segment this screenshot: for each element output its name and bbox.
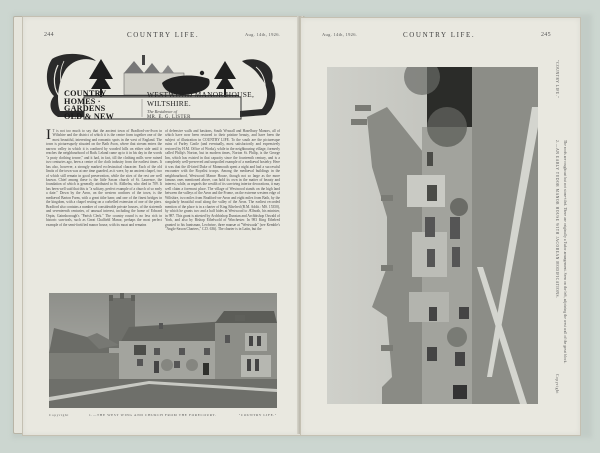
article-subtitle: The Residence of bbox=[147, 109, 177, 114]
rotated-caption bbox=[547, 60, 577, 400]
article-owner: MR. E. G. LISTER bbox=[147, 115, 191, 120]
caption-magazine: "COUNTRY LIFE." bbox=[238, 413, 277, 417]
article-title-line-1: WESTWOOD MANOR HOUSE, bbox=[147, 90, 255, 99]
caption-subtext: The roofs are roughcast but not stone-tiled. There are originally a Tudor arrangement. Seen on the left, adjoining the west wall of the great block. bbox=[563, 140, 567, 364]
caption-credit: Copyright bbox=[49, 413, 70, 417]
photo-manor-house-image bbox=[327, 67, 538, 404]
right-page-number: 245 bbox=[541, 32, 551, 38]
series-title-line: HOMES · bbox=[64, 96, 101, 106]
photo-2-caption bbox=[547, 60, 577, 400]
article-title-line-2: WILTSHIRE. bbox=[147, 99, 191, 108]
caption-text: 2.—AN EARLY TUDOR MANOR HOUSE WITH JACOBEAN MODIFICATIONS. bbox=[555, 140, 559, 299]
article-column-2: of defensive walls and bastions, South Wraxall and Hazelbury Manors, all of which have now been restored to their pristine beauty, and have been the subject of illustration in COUNTRY LIFE. To the south are the picturesque ruins of Farley Castle (and eventually, most satisfactorily and expensively restored by H.M. Office of Works), while in the neighbouring village, formerly called Philip's Norton, but in modern times, Norton St. Philip, is the George Inn, which has existed in that capacity since the fourteenth century, and is a completely well-preserved and unspoiled example of a mediæval hostelry. Here it was that the ill-fated Duke of Monmouth spent a night and had a successful encounter with the Royalist troops. Among the mediæval buildings in the neighbourhood, Westwood Manor House, though not so large as the more famous ones mentioned above, can hold its own in the matter of beauty and interest, while, as regards the wealth of its surviving interior decorations, it may well claim a foremost place. The village of Westwood stands on the high land between the valleys of the Avon and the Frome, on the extreme western edge of Wiltshire, two miles from Bradford-on-Avon and eight miles from Bath, by the singularly beautiful road along the valley of the Avon. The earliest recorded mention of the place is in a charter of King Ethelred (B.M. Addit.: MS. 15350), by which he grants two and a half hides at Westwood to Ælfnoth, his minister, in 987. This grant is attested by Archbishop Dunstan and Archbishop Oswald of York, and also by Bishop Ethelwold of Winchester. In 983 King Ethelred granted to his huntsman, Leofwine, three mansæ at "Westwuda" (see Kemble's "Anglo-Saxon Charters," C.D. 636). The charter is in Latin, but the bbox=[165, 129, 280, 231]
right-running-date: Aug. 14th, 1926. bbox=[322, 32, 358, 37]
right-running-title: COUNTRY LIFE. bbox=[403, 31, 476, 39]
series-title-line: GARDENS bbox=[64, 104, 106, 114]
series-title-line: COUNTRY bbox=[64, 89, 107, 98]
column-1-text: T is not too much to say that the ancient town of Bradford-on-Avon in Wiltshire and the district of which it is the centre form together one of the most beautiful, interesting and romantic spots in the west of England. The town is picturesquely situated on the Bath Avon, where that stream enters the narrow valley in which it is confined by wooded hills on either side until it reaches the neighbourhood of Bath. Leland came up to it in his day in the words "a praty clothing towne," and it had, in fact, till the clothing mills were ruined two centuries ago, been a centre of the cloth industry from the earliest times. It has also, however, a strongly marked ecclesiastical character. Each of the old limits of the town was at one time guarded, as it were, by an ancient chapel, two of which still remain in good preservation, while the sites of the rest are well known. Chief among these is the little Saxon church of St. Laurence, the foundation of which is generally attributed to St. Aldhelm, who died in 709. It has been well said that this is "a solitary, perfect example of a church of so early a date." Down by the Avon, on the western confines of the town, is the mediæval Barton Farm, with a great tithe barn; and one of the finest bridges in the kingdom, with a chapel resting on a corbelled extension of one of the piers. Bradford also contains a number of considerable private houses, of the sixteenth and seventeenth centuries, of unusual interest, including the home of Edward Orpin, Gainsborough's "Parish Clerk." The country round is no less rich in historic survivals, such as Great Chalfield Manor, perhaps the most perfect example of the semi-fortified manor house, with its moat and remains bbox=[46, 129, 162, 227]
caption-text: 1.—THE WEST WING AND CHURCH FROM THE FORECOURT. bbox=[89, 413, 217, 417]
series-title bbox=[64, 90, 139, 120]
caption-credit: Copyright bbox=[555, 374, 559, 394]
photo-manor-house bbox=[327, 67, 538, 404]
photo-west-wing bbox=[49, 293, 277, 408]
left-page-number: 244 bbox=[44, 32, 54, 38]
photo-west-wing-image bbox=[49, 293, 277, 408]
article-title bbox=[147, 90, 254, 108]
left-running-title: COUNTRY LIFE. bbox=[127, 31, 200, 39]
series-title-line: OLD & NEW bbox=[64, 111, 115, 121]
drop-cap: I bbox=[46, 129, 51, 143]
left-running-date: Aug. 14th, 1926. bbox=[245, 32, 281, 37]
caption-magazine: "COUNTRY LIFE." bbox=[555, 60, 559, 99]
article-column-1 bbox=[46, 129, 162, 279]
